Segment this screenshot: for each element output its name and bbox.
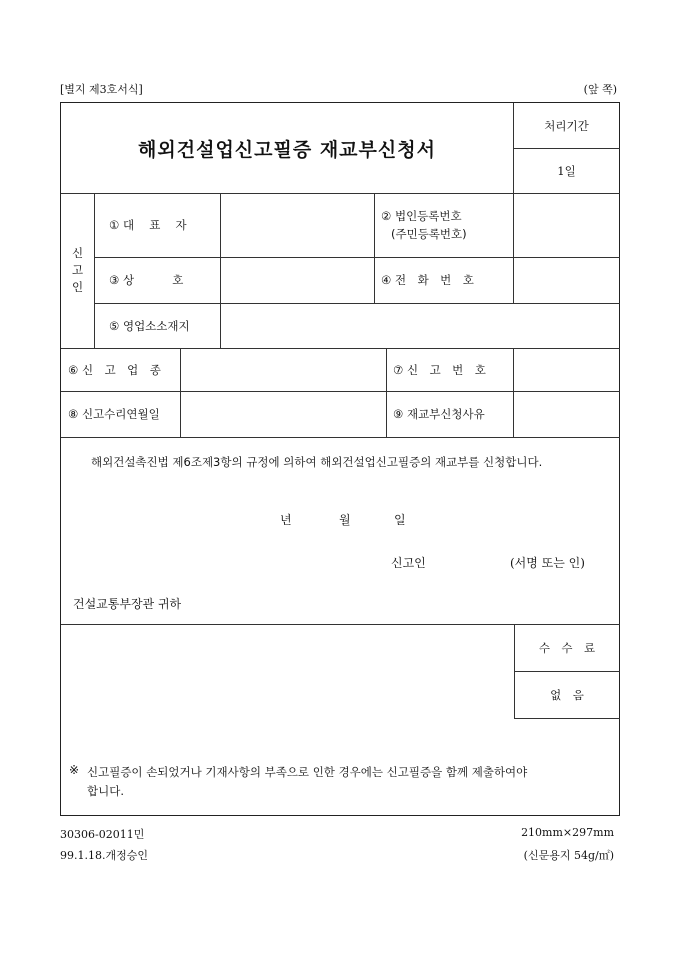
page-side-label: (앞 쪽) [583, 83, 617, 96]
applicant-section-label: 신 고 인 [71, 246, 84, 294]
report-no-input[interactable] [514, 349, 620, 391]
business-address-label: ⑤ 영업소소재지 [109, 318, 190, 333]
date-day-label: 일 [394, 513, 406, 527]
paper-type: (신문용지 54g/㎡) [523, 849, 614, 862]
divider [374, 193, 375, 303]
note-line-1: 신고필증이 손되었거나 기재사항의 부족으로 인한 경우에는 신고필증을 함께 제출하여야 [87, 765, 528, 779]
phone-input[interactable] [514, 258, 620, 303]
corp-reg-no-label: ② 법인등록번호 [381, 209, 462, 223]
corp-reg-label [381, 193, 513, 257]
divider [514, 718, 620, 719]
reissue-reason-label: ⑨ 재교부신청사유 [393, 407, 485, 421]
processing-period-label: 처리기간 [544, 118, 589, 133]
date-year-label: 년 [280, 513, 292, 527]
business-address-input[interactable] [221, 304, 620, 348]
paper-size: 210mm×297mm [521, 826, 614, 839]
divider [61, 437, 620, 438]
accepted-date-input[interactable] [181, 392, 386, 437]
note-line-2: 합니다. [87, 784, 124, 798]
representative-label: ① 대 표 자 [109, 218, 187, 232]
application-statement: 해외건설촉진법 제6조제3항의 규정에 의하여 해외건설업신고필증의 재교부를 신청합니다. [91, 455, 543, 469]
fee-value: 없 음 [550, 687, 584, 702]
form-number: [별지 제3호서식] [60, 83, 143, 96]
accepted-date-label: ⑧ 신고수리연월일 [68, 407, 160, 421]
application-form [60, 102, 620, 816]
business-type-input[interactable] [181, 349, 386, 391]
applicant-sign-label: 신고인 [391, 556, 426, 570]
addressee: 건설교통부장관 귀하 [73, 597, 182, 611]
divider [94, 193, 95, 348]
corp-reg-input[interactable] [514, 194, 620, 257]
divider [386, 348, 387, 437]
signature-note: (서명 또는 인) [510, 556, 585, 570]
business-type-label: ⑥ 신 고 업 종 [68, 362, 161, 377]
form-code: 30306-02011민 [60, 828, 145, 841]
fee-label: 수 수 료 [538, 640, 596, 655]
representative-input[interactable] [221, 194, 374, 257]
phone-label: ④ 전 화 번 호 [381, 273, 474, 287]
processing-period-value: 1일 [557, 163, 576, 178]
trade-name-input[interactable] [221, 258, 374, 303]
report-no-label: ⑦ 신 고 번 호 [393, 362, 486, 377]
resident-reg-no-label: (주민등록번호) [391, 227, 467, 241]
note [87, 763, 617, 801]
form-title: 해외건설업신고필증 재교부신청서 [138, 138, 436, 161]
trade-name-label: ③ 상 호 [109, 273, 184, 287]
approval-date: 99.1.18.개정승인 [60, 849, 148, 862]
note-mark: ※ [69, 763, 80, 777]
date-month-label: 월 [339, 513, 351, 527]
reissue-reason-input[interactable] [514, 392, 620, 437]
